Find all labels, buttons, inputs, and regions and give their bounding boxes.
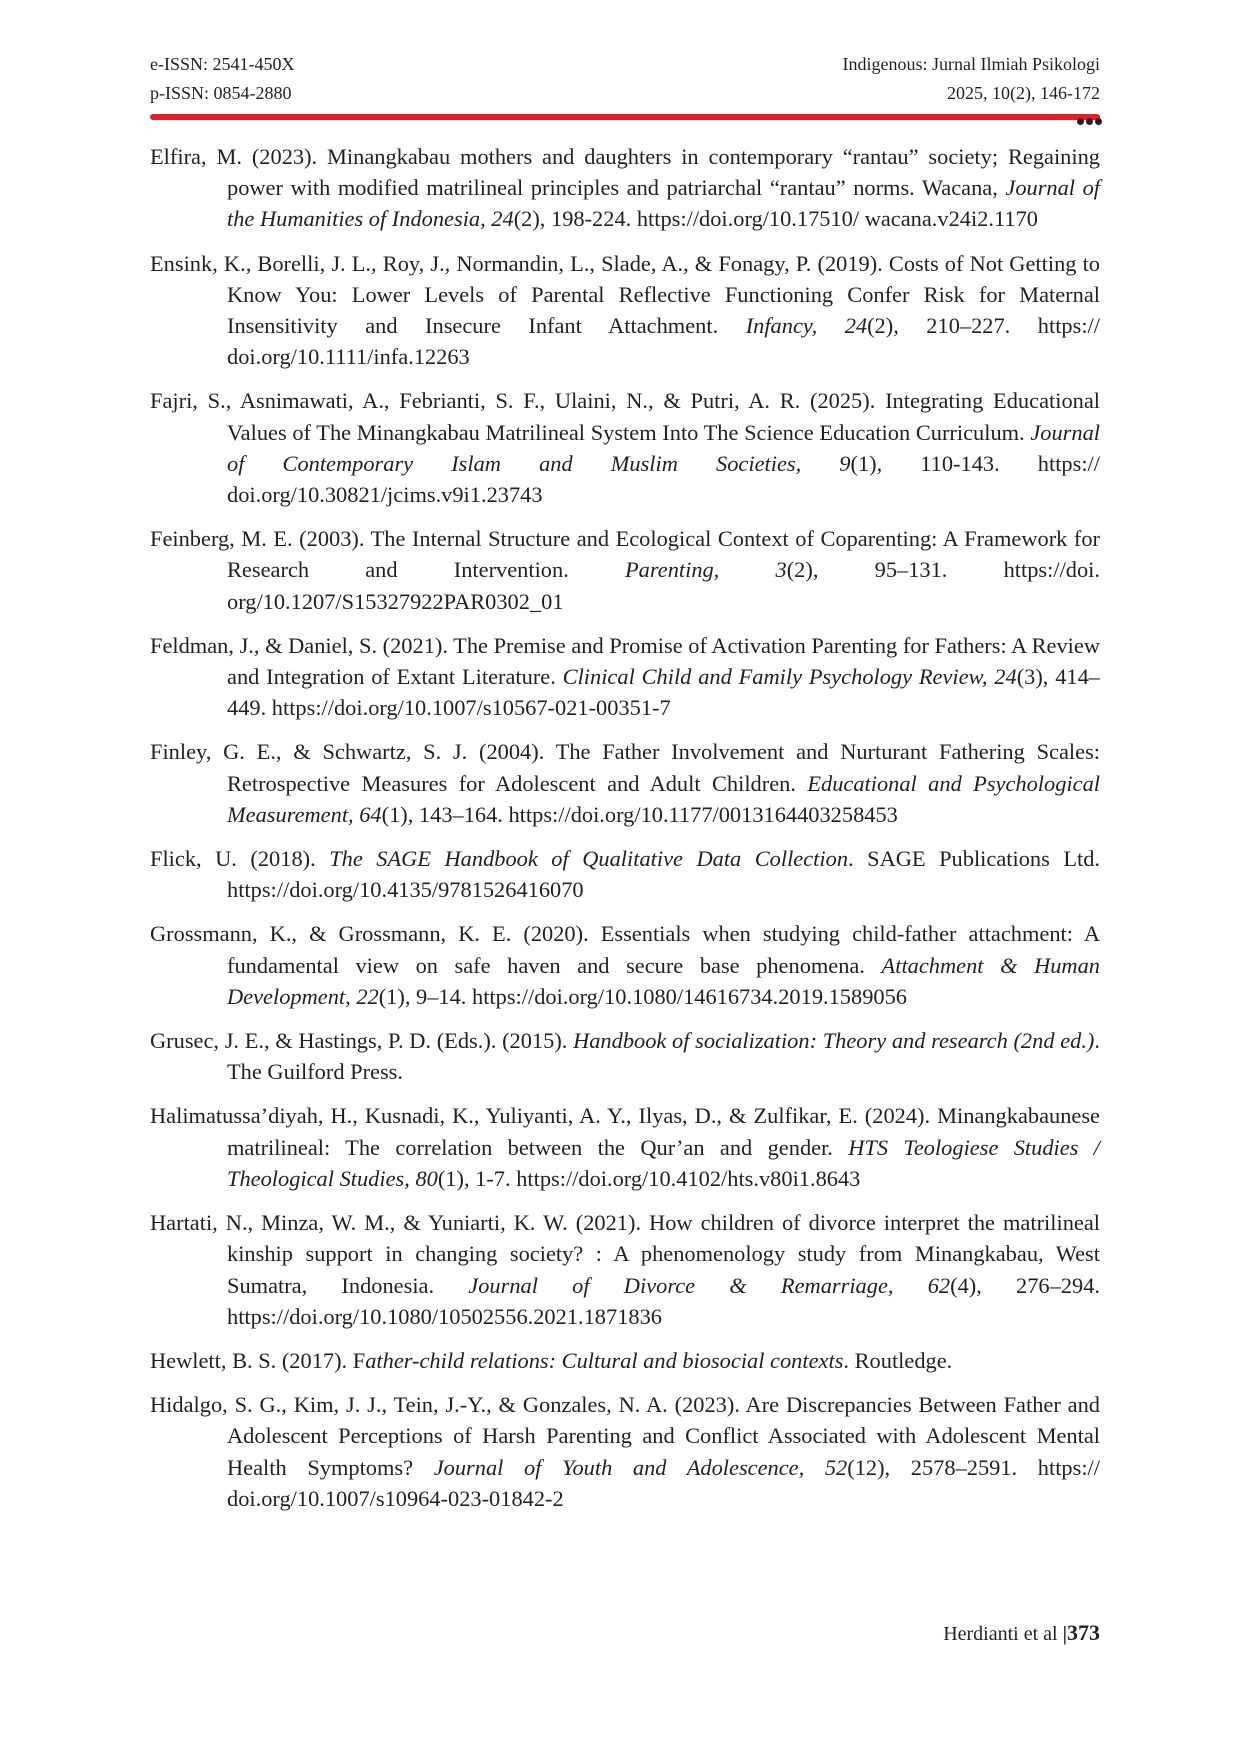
reference-source: Journal of Contemporary Islam and Muslim Societies, 9 <box>227 419 1100 476</box>
reference-details: . Routledge. <box>843 1347 953 1373</box>
rule-dot <box>1095 118 1102 125</box>
page-number: 373 <box>1067 1620 1100 1645</box>
reference-item <box>150 141 1100 235</box>
reference-details: (4), 276–294. https://doi.org/10.1080/10502556.2021.1871836 <box>227 1272 1100 1329</box>
reference-text: Halimatussa’diyah, H., Kusnadi, K., Yuliyanti, A. Y., Ilyas, D., & Zulfikar, E. (2024). Minangkabaunese matrilineal: The correlation between the Qur’an and gender. <box>150 1103 1100 1160</box>
journal-name: Indigenous: Jurnal Ilmiah Psikologi <box>842 54 1100 74</box>
red-rule <box>150 114 1100 120</box>
reference-details: (1), 143–164. https://doi.org/10.1177/0013164403258453 <box>381 801 898 827</box>
reference-item <box>150 523 1100 617</box>
reference-source: Handbook of socialization: Theory and research (2nd ed.) <box>573 1028 1095 1054</box>
reference-item <box>150 248 1100 373</box>
reference-details: (1), 9–14. https://doi.org/10.1080/14616734.2019.1589056 <box>378 983 907 1009</box>
reference-item <box>150 385 1100 510</box>
reference-source: Journal of Divorce & Remarriage, 62 <box>468 1272 951 1298</box>
reference-text: Grossmann, K., & Grossmann, K. E. (2020). Essentials when studying child-father attachment: A fundamental view on safe haven and secure base phenomena. <box>150 921 1100 978</box>
rule-dot <box>1086 118 1093 125</box>
reference-text: Hartati, N., Minza, W. M., & Yuniarti, K. W. (2021). How children of divorce interpret the matrilineal kinship support in changing society? : A phenomenology study from Minangkabau, West Sumatra, Indonesia. <box>150 1210 1100 1298</box>
footer-author: Herdianti et al <box>943 1623 1063 1645</box>
reference-text: Finley, G. E., & Schwartz, S. J. (2004). The Father Involvement and Nurturant Fathering Scales: Retrospective Measures for Adolescent and Adult Children. <box>150 739 1100 796</box>
reference-source: Educational and Psychological Measurement, 64 <box>227 770 1100 827</box>
reference-item <box>150 1100 1100 1194</box>
reference-text: Feinberg, M. E. (2003). The Internal Structure and Ecological Context of Coparenting: A Framework for Research and Intervention. <box>150 526 1100 583</box>
pissn: p-ISSN: 0854-2880 <box>150 83 292 103</box>
reference-text: Hidalgo, S. G., Kim, J. J., Tein, J.-Y., & Gonzales, N. A. (2023). Are Discrepancies Between Father and Adolescent Perceptions of Harsh Parenting and Conflict Associated with Adolescent Mental Health Symptoms? <box>150 1392 1100 1480</box>
reference-source: Attachment & Human Development, 22 <box>227 952 1100 1009</box>
reference-item <box>150 1389 1100 1514</box>
reference-source: ather-child relations: Cultural and biosocial contexts <box>365 1347 844 1373</box>
reference-details: . SAGE Publications Ltd. https://doi.org/10.4135/9781526416070 <box>227 846 1101 903</box>
reference-source: Journal of Youth and Adolescence, 52 <box>433 1454 848 1480</box>
rule-dot <box>1077 118 1084 125</box>
reference-item <box>150 843 1100 905</box>
reference-item <box>150 736 1100 830</box>
reference-details: (12), 2578–2591. https:// doi.org/10.1007/s10964-023-01842-2 <box>227 1454 1100 1511</box>
reference-text: Flick, U. (2018). <box>150 846 330 872</box>
reference-source: Journal of the Humanities of Indonesia, 24 <box>227 175 1101 232</box>
eissn: e-ISSN: 2541-450X <box>150 54 295 74</box>
reference-text: Hewlett, B. S. (2017). F <box>150 1347 366 1373</box>
reference-item <box>150 918 1100 1012</box>
reference-details: (1), 1-7. https://doi.org/10.4102/hts.v80i1.8643 <box>437 1165 861 1191</box>
reference-text: Ensink, K., Borelli, J. L., Roy, J., Normandin, L., Slade, A., & Fonagy, P. (2019). Costs of Not Getting to Know You: Lower Levels of Parental Reflective Functioning Confer Risk for Maternal Insensitivity and Insecure Infant Attachment. <box>150 250 1100 339</box>
journal-volume: 2025, 10(2), 146-172 <box>947 83 1100 103</box>
reference-source: Clinical Child and Family Psychology Review, 24 <box>562 664 1017 690</box>
reference-source: Infancy, 24 <box>745 313 868 339</box>
reference-details: (2), 210–227. https:// doi.org/10.1111/infa.12263 <box>227 313 1100 370</box>
reference-details: (1), 110-143. https:// doi.org/10.30821/jcims.v9i1.23743 <box>227 450 1100 508</box>
reference-item <box>150 1345 1100 1376</box>
reference-list <box>150 141 1100 1527</box>
reference-details: . The Guilford Press. <box>227 1028 1100 1085</box>
header-right <box>843 50 1100 108</box>
reference-source: Parenting, 3 <box>625 557 787 583</box>
reference-text: Elfira, M. (2023). Minangkabau mothers and daughters in contemporary “rantau” society; Regaining power with modified matrilineal principles and patriarchal “rantau” norms. Wacana, <box>150 144 1100 201</box>
reference-text: Grusec, J. E., & Hastings, P. D. (Eds.). (2015). <box>150 1028 574 1054</box>
reference-item <box>150 1207 1100 1332</box>
rule-dots <box>1077 112 1102 125</box>
reference-item <box>150 630 1100 724</box>
footer-separator: | <box>1062 1623 1067 1645</box>
reference-details: (2), 198-224. https://doi.org/10.17510/ wacana.v24i2.1170 <box>513 206 1038 232</box>
page-footer <box>943 1620 1100 1646</box>
reference-item <box>150 1025 1100 1087</box>
reference-text: Fajri, S., Asnimawati, A., Febrianti, S. F., Ulaini, N., & Putri, A. R. (2025). Integrating Educational Values of The Minangkabau Matrilineal System Into The Science Education Curriculum. <box>150 388 1100 445</box>
header-rule <box>150 112 1100 122</box>
reference-details: (3), 414–449. https://doi.org/10.1007/s10567-021-00351-7 <box>227 664 1100 721</box>
reference-details: (2), 95–131. https://doi. org/10.1207/S15327922PAR0302_01 <box>227 557 1100 614</box>
header-left <box>150 50 295 108</box>
reference-source: The SAGE Handbook of Qualitative Data Collection <box>329 846 849 872</box>
reference-text: Feldman, J., & Daniel, S. (2021). The Premise and Promise of Activation Parenting for Fathers: A Review and Integration of Extant Literature. <box>150 632 1100 690</box>
reference-source: HTS Teologiese Studies / Theological Studies, 80 <box>227 1134 1100 1191</box>
